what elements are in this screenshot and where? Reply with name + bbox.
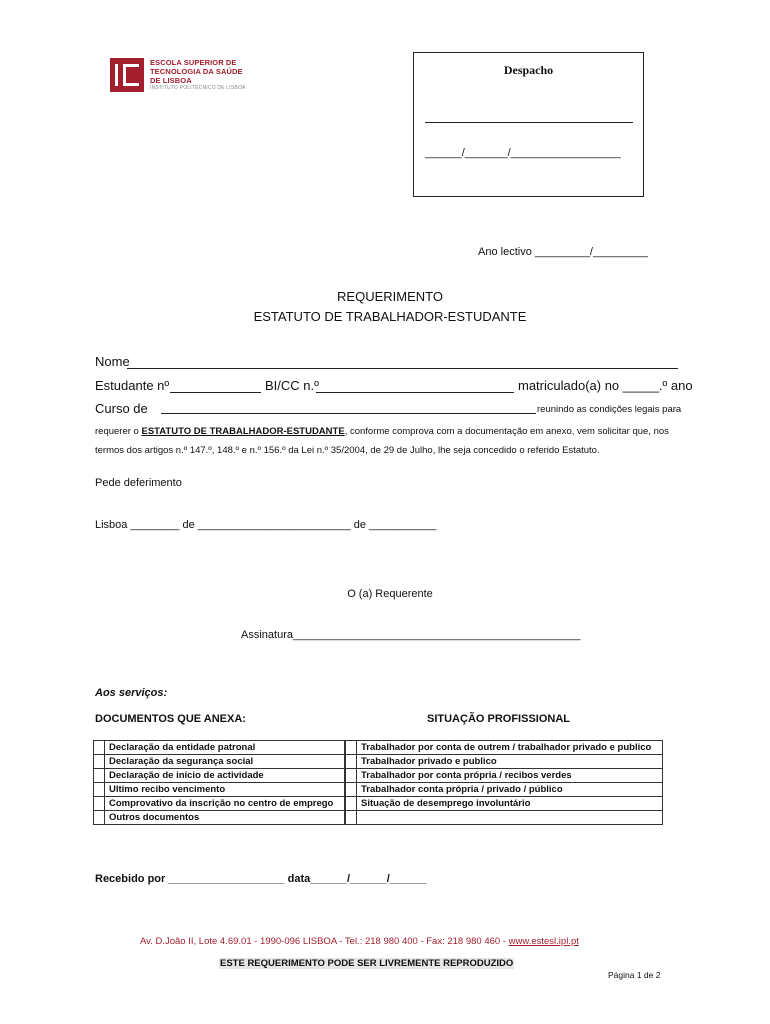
doc-label: Outros documentos xyxy=(105,811,345,825)
doc-checkbox[interactable] xyxy=(94,741,105,755)
requerer-paragraph: requerer o ESTATUTO DE TRABALHADOR-ESTUDANTE, conforme comprova com a documentação em anexo, vem solicitar que, nos xyxy=(95,426,669,437)
matriculado-label: matriculado(a) no _____.º ano xyxy=(518,378,693,393)
assinatura-line[interactable]: Assinatura_______________________________________________ xyxy=(241,629,581,641)
table-row xyxy=(94,755,345,769)
situacao-label: Trabalhador por conta de outrem / trabalhador privado e publico xyxy=(357,741,663,755)
logo-line-2: TECNOLOGIA DA SAÚDE xyxy=(150,67,243,76)
reunindo-text: reunindo as condições legais para xyxy=(537,404,682,415)
situacao-label: Trabalhador conta própria / privado / público xyxy=(357,783,663,797)
page-title: REQUERIMENTO xyxy=(337,289,443,304)
estatuto-highlight: ESTATUTO DE TRABALHADOR-ESTUDANTE xyxy=(141,426,345,437)
situacao-checkbox[interactable] xyxy=(346,741,357,755)
table-row xyxy=(346,755,663,769)
doc-label: Declaração da entidade patronal xyxy=(105,741,345,755)
estudante-label: Estudante nº xyxy=(95,378,170,393)
nome-field[interactable] xyxy=(127,368,678,369)
table-row xyxy=(346,811,663,825)
table-row xyxy=(346,783,663,797)
logo-line-1: ESCOLA SUPERIOR DE xyxy=(150,58,237,67)
table-row xyxy=(346,769,663,783)
situacao-table xyxy=(345,740,663,825)
curso-field[interactable] xyxy=(161,413,536,414)
despacho-box xyxy=(413,52,644,197)
servicos-title: Aos serviços: xyxy=(95,687,168,699)
termos-paragraph: termos dos artigos n.º 147.º, 148.º e n.º 156.º da Lei n.º 35/2004, de 29 de Julho, lhe seja concedido o referido Estatuto. xyxy=(95,445,600,456)
situacao-checkbox[interactable] xyxy=(346,797,357,811)
lisboa-date-line[interactable]: Lisboa ________ de _________________________ de ___________ xyxy=(95,519,437,531)
docs-heading: DOCUMENTOS QUE ANEXA: xyxy=(95,713,246,725)
pede-deferimento: Pede deferimento xyxy=(95,477,182,489)
doc-label: Declaração de início de actividade xyxy=(105,769,345,783)
recebido-line[interactable]: Recebido por ___________________ data______/______/______ xyxy=(95,873,427,885)
despacho-signature-line xyxy=(425,122,633,123)
table-row xyxy=(346,741,663,755)
situacao-checkbox[interactable] xyxy=(346,811,357,825)
doc-label: Ultimo recibo vencimento xyxy=(105,783,345,797)
logo-subtitle: INSTITUTO POLITÉCNICO DE LISBOA xyxy=(150,85,246,91)
bicc-label: BI/CC n.º xyxy=(265,378,319,393)
despacho-date-line: ______/_______/__________________ xyxy=(425,147,621,159)
doc-checkbox[interactable] xyxy=(94,769,105,783)
requerente-label: O (a) Requerente xyxy=(347,588,433,600)
logo-line-3: DE LISBOA xyxy=(150,76,192,85)
table-row xyxy=(94,741,345,755)
doc-label: Declaração da segurança social xyxy=(105,755,345,769)
doc-checkbox[interactable] xyxy=(94,783,105,797)
doc-label: Comprovativo da inscrição no centro de emprego xyxy=(105,797,345,811)
doc-checkbox[interactable] xyxy=(94,811,105,825)
logo-mark-icon xyxy=(110,58,144,92)
situacao-heading: SITUAÇÃO PROFISSIONAL xyxy=(427,713,571,725)
page-number: Página 1 de 2 xyxy=(608,970,661,980)
docs-table xyxy=(93,740,345,825)
situacao-checkbox[interactable] xyxy=(346,769,357,783)
table-row xyxy=(94,797,345,811)
table-row xyxy=(94,811,345,825)
despacho-title: Despacho xyxy=(503,63,554,77)
situacao-label xyxy=(357,811,663,825)
table-row xyxy=(346,797,663,811)
page-subtitle: ESTATUTO DE TRABALHADOR-ESTUDANTE xyxy=(253,309,527,324)
website-link[interactable]: www.estesl.ipl.pt xyxy=(508,936,579,947)
doc-checkbox[interactable] xyxy=(94,755,105,769)
curso-label: Curso de xyxy=(95,401,148,416)
estudante-number-field[interactable] xyxy=(170,392,261,393)
doc-checkbox[interactable] xyxy=(94,797,105,811)
bicc-field[interactable] xyxy=(316,392,514,393)
school-logo xyxy=(110,58,250,94)
nome-label: Nome xyxy=(95,354,130,369)
situacao-checkbox[interactable] xyxy=(346,783,357,797)
situacao-label: Situação de desemprego involuntário xyxy=(357,797,663,811)
reproduction-note: ESTE REQUERIMENTO PODE SER LIVREMENTE REPRODUZIDO xyxy=(220,958,514,969)
table-row xyxy=(94,769,345,783)
footer-address: Av. D.João II, Lote 4.69.01 - 1990-096 LISBOA - Tel.: 218 980 400 - Fax: 218 980 460 - www.estesl.ipl.pt xyxy=(140,936,579,947)
situacao-label: Trabalhador privado e publico xyxy=(357,755,663,769)
situacao-checkbox[interactable] xyxy=(346,755,357,769)
table-row xyxy=(94,783,345,797)
situacao-label: Trabalhador por conta própria / recibos verdes xyxy=(357,769,663,783)
ano-lectivo: Ano lectivo _________/_________ xyxy=(478,246,649,258)
